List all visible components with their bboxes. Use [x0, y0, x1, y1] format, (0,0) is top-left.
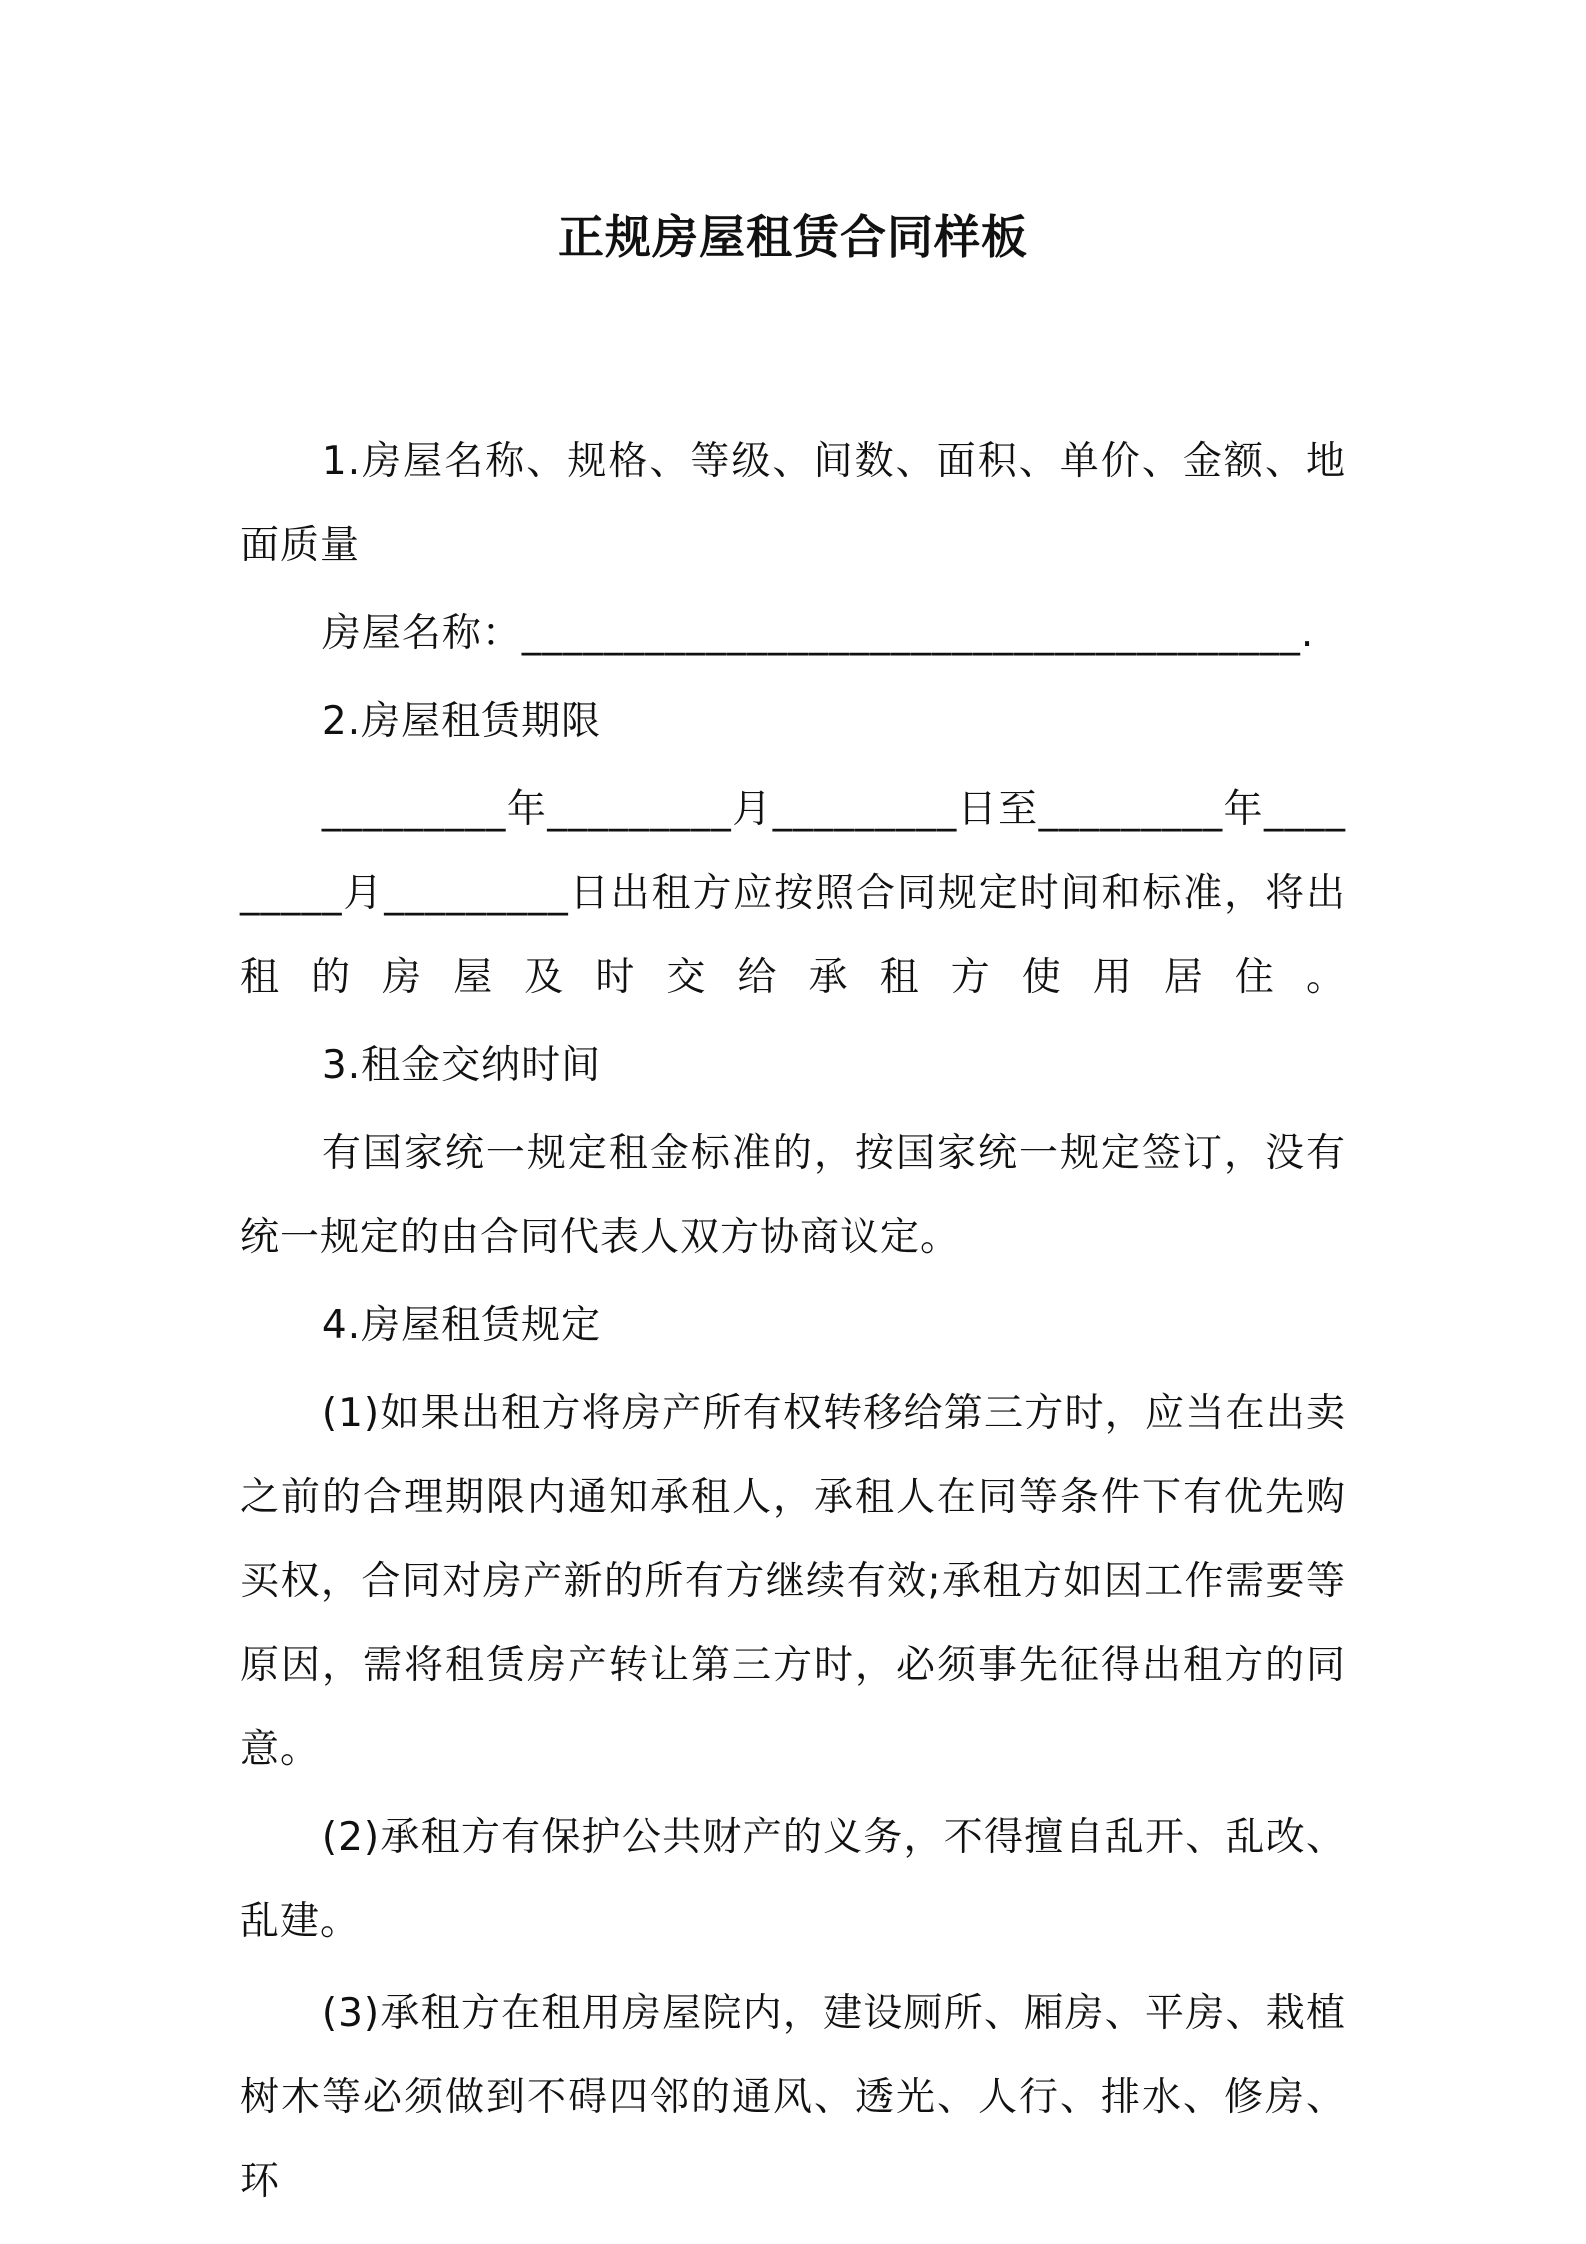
- section-1-heading: 1.房屋名称、规格、等级、间数、面积、单价、金额、地面质量: [240, 439, 1346, 569]
- lease-rule-3: (3)承租方在租用房屋院内，建设厕所、厢房、平房、栽植树木等必须做到不碍四邻的通风、透光、人行、排水、修房、环: [240, 1991, 1346, 2205]
- section-4-heading: 4.房屋租赁规定: [321, 1303, 602, 1349]
- section-3-heading: 3.租金交纳时间: [321, 1043, 602, 1089]
- section-2-heading: 2.房屋租赁期限: [321, 699, 602, 745]
- document-title: 正规房屋租赁合同样板: [558, 210, 1028, 264]
- rent-payment-text: 有国家统一规定租金标准的，按国家统一规定签订，没有统一规定的由合同代表人双方协商议定。: [240, 1131, 1346, 1261]
- lease-period-text: _________年_________月_________日至_________年_________月_________日出租方应按照合同规定时间和标准，将出租的房屋及时交给承租方使用居住。: [240, 787, 1346, 1001]
- lease-rule-1: (1)如果出租方将房产所有权转移给第三方时，应当在出卖之前的合理期限内通知承租人，承租人在同等条件下有优先购买权，合同对房产新的所有方继续有效;承租方如因工作需要等原因，需将租赁房产转让第三方时，必须事先征得出租方的同意。: [240, 1391, 1346, 1773]
- lease-rule-2: (2)承租方有保护公共财产的义务，不得擅自乱开、乱改、乱建。: [240, 1815, 1346, 1945]
- house-name-field: 房屋名称：______________________________________.: [321, 611, 1315, 657]
